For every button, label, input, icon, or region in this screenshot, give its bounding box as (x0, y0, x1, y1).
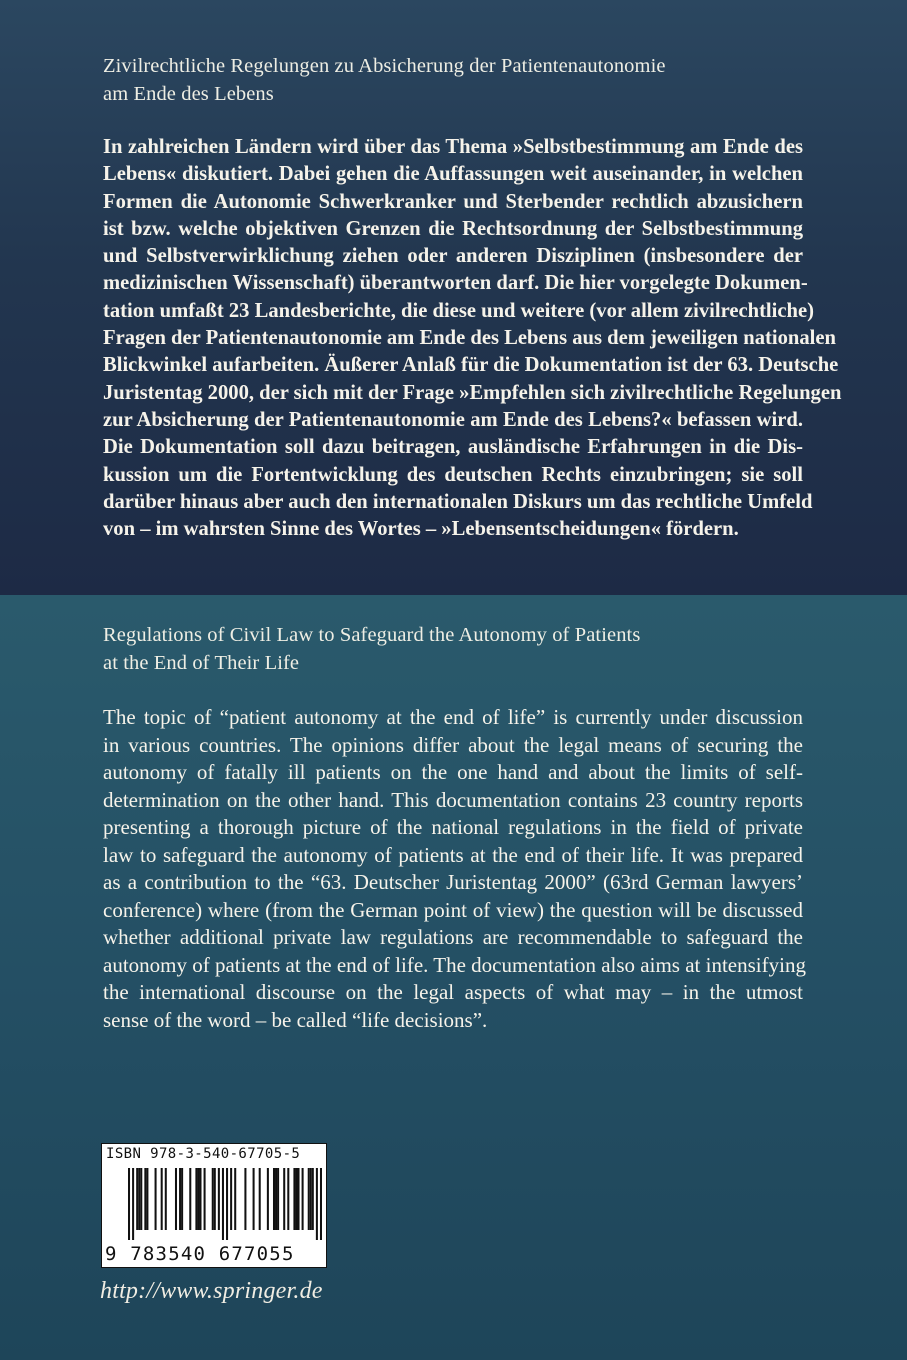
barcode-bar (146, 1168, 148, 1230)
barcode-bar (214, 1168, 216, 1230)
barcode-bar (226, 1168, 228, 1240)
barcode-bar (161, 1168, 163, 1230)
english-title-line: at the End of Their Life (103, 652, 300, 674)
isbn-label: ISBN 978-3-540-67705-5 (106, 1146, 301, 1162)
english-blurb-line: determination on the other hand. This documentation contains 23 country reports (103, 787, 803, 812)
english-blurb-line: autonomy of fatally ill patients on the one hand and about the limits of self- (103, 760, 803, 784)
english-blurb-line: whether additional private law regulations are recommendable to safeguard the (103, 925, 803, 949)
german-blurb-line: Lebens« diskutiert. Dabei gehen die Auffassungen weit auseinander, in welchen (103, 163, 803, 186)
barcode-bar (197, 1168, 199, 1230)
barcode-bar (179, 1168, 181, 1230)
english-blurb-line: conference) where (from the German point of view) the question will be discussed (103, 897, 803, 922)
barcode-bar (320, 1168, 322, 1240)
barcode-bar (138, 1168, 140, 1230)
german-blurb-line: kussion um die Fortentwicklung des deutschen Rechts einzubringen; sie soll (103, 463, 803, 486)
publisher-url[interactable]: http://www.springer.de (100, 1278, 323, 1304)
english-blurb-line: presenting a thorough picture of the national regulations in the field of private (103, 815, 803, 839)
german-blurb-line: zur Absicherung der Patientenautonomie am Ende des Lebens?« befassen wird. (103, 408, 803, 431)
german-blurb-line: In zahlreichen Ländern wird über das Thema »Selbstbestimmung am Ende des (103, 136, 803, 158)
barcode-bar (297, 1168, 299, 1230)
barcode-bars (106, 1168, 322, 1240)
barcode-bar (316, 1168, 318, 1240)
barcode-bar (295, 1168, 297, 1230)
german-blurb-line: und Selbstverwirklichung ziehen oder anderen Disziplinen (insbesondere der (103, 245, 803, 268)
german-blurb-line: von – im wahrsten Sinne des Wortes – »Lebensentscheidungen« fördern. (103, 518, 739, 541)
barcode-bar (310, 1168, 312, 1230)
english-blurb-line: as a contribution to the “63. Deutscher Juristentag 2000” (63rd German lawyers’ (103, 870, 803, 894)
barcode-bar (195, 1168, 197, 1230)
barcode-bar (165, 1168, 167, 1230)
barcode-bar (283, 1168, 285, 1230)
german-blurb-line: medizinischen Wissenschaft) überantworten darf. Die hier vorgelegte Dokumen- (103, 272, 808, 295)
barcode-bar (136, 1168, 138, 1230)
german-blurb-line: tation umfaßt 23 Landesberichte, die diese und weitere (vor allem zivilrechtliche) (103, 299, 814, 322)
german-blurb-line: Die Dokumentation soll dazu beitragen, ausländische Erfahrungen in die Dis- (103, 436, 803, 459)
german-blurb-line: Juristentag 2000, der sich mit der Frage »Empfehlen sich zivilrechtliche Regelungen (103, 381, 842, 404)
barcode-bar (144, 1168, 146, 1230)
barcode-bar (140, 1168, 142, 1230)
english-blurb-line: autonomy of patients at the end of life. The documentation also aims at intensifying (103, 952, 806, 977)
barcode-bar (267, 1168, 269, 1230)
barcode-bar (212, 1168, 214, 1230)
barcode-bar (230, 1168, 232, 1230)
barcode-bar (277, 1168, 279, 1230)
barcode-bar (222, 1168, 224, 1240)
german-blurb-line: darüber hinaus aber auch den internationalen Diskurs um das rechtliche Umfeld (103, 490, 813, 513)
german-blurb (103, 134, 842, 543)
german-blurb-line: Formen die Autonomie Schwerkranker und Sterbender rechtlich abzusichern (103, 190, 803, 213)
english-title-line: Regulations of Civil Law to Safeguard the Autonomy of Patients (103, 624, 641, 646)
barcode-bar (199, 1168, 201, 1230)
barcode-bar (175, 1168, 177, 1230)
barcode-bar (218, 1168, 220, 1230)
barcode-bar (287, 1168, 289, 1230)
barcode-bar (155, 1168, 157, 1230)
english-blurb-line: the international discourse on the legal aspects of what may – in the utmost (103, 980, 803, 1004)
isbn-barcode (101, 1143, 327, 1268)
barcode-bar (302, 1168, 304, 1230)
barcode-bar (128, 1168, 130, 1240)
english-blurb-line: sense of the word – be called “life decisions”. (103, 1007, 488, 1032)
english-blurb-line: in various countries. The opinions differ about the legal means of securing the (103, 732, 803, 757)
german-title (103, 52, 803, 108)
barcode-bar (189, 1168, 191, 1230)
barcode-bar (293, 1168, 295, 1230)
barcode-bar (244, 1168, 246, 1230)
german-blurb-line: Blickwinkel aufarbeiten. Äußerer Anlaß für die Dokumentation ist der 63. Deutsche (103, 354, 839, 377)
barcode-bar (132, 1168, 134, 1240)
barcode-bar (253, 1168, 255, 1230)
barcode-bar (234, 1168, 236, 1230)
barcode-bar (308, 1168, 310, 1230)
english-blurb-line: law to safeguard the autonomy of patients at the end of their life. It was prepared (103, 842, 803, 867)
german-title-line: am Ende des Lebens (103, 83, 274, 105)
english-blurb (103, 704, 806, 1034)
german-title-line: Zivilrechtliche Regelungen zu Absicherung der Patientenautonomie (103, 55, 666, 77)
ean-digits: 9 783540 677055 (105, 1243, 295, 1265)
barcode-bar (181, 1168, 183, 1230)
barcode-bar (204, 1168, 206, 1230)
barcode-bar (259, 1168, 261, 1230)
english-title (103, 621, 803, 677)
english-blurb-line: The topic of “patient autonomy at the end of life” is currently under discussion (103, 705, 803, 729)
barcode-bar (312, 1168, 314, 1230)
german-blurb-line: ist bzw. welche objektiven Grenzen die Rechtsordnung der Selbstbestimmung (103, 217, 803, 240)
barcode-bar (273, 1168, 275, 1230)
barcode-bar (275, 1168, 277, 1230)
german-blurb-line: Fragen der Patientenautonomie am Ende des Lebens aus dem jeweiligen nationalen (103, 327, 836, 350)
